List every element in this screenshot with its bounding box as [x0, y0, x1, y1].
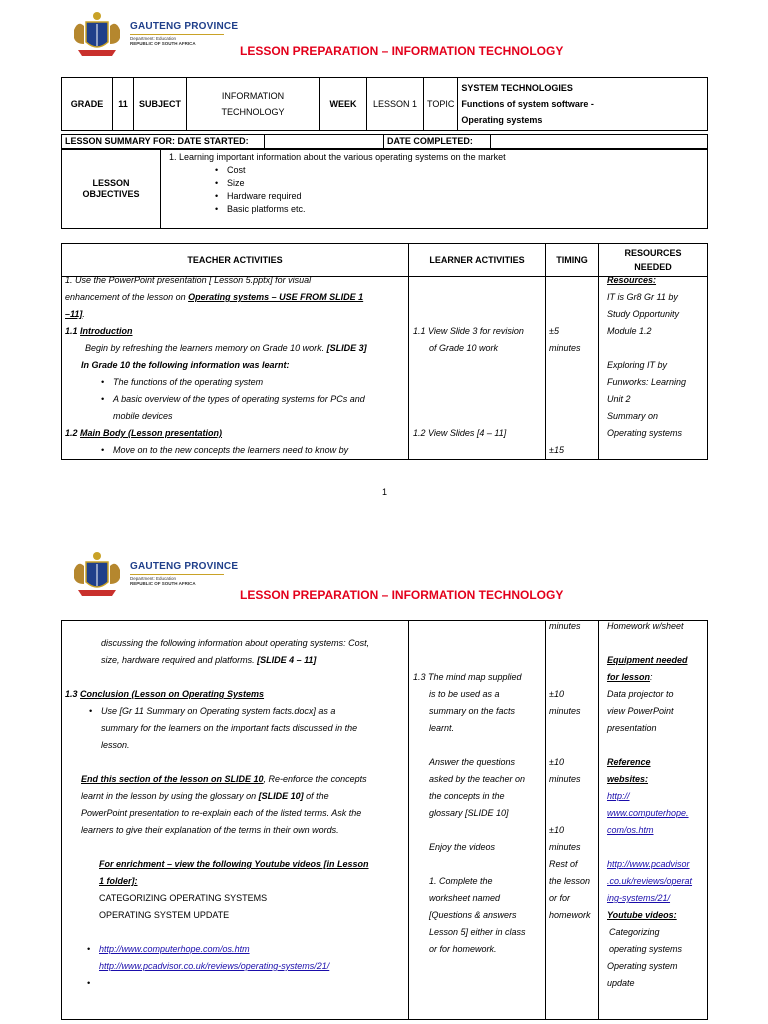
resources-header-line-1: RESOURCES — [624, 248, 682, 258]
resource-line: view PowerPoint — [607, 706, 674, 716]
timing-value: or for — [549, 893, 571, 903]
link-computerhope[interactable]: http:// — [607, 791, 630, 801]
learner-column-page-1 — [413, 323, 524, 442]
link-pcadvisor[interactable]: http://www.pcadvisor — [607, 859, 690, 869]
lesson-summary-table — [61, 134, 708, 149]
youtube-heading: Youtube videos: — [607, 910, 677, 920]
learner-line: Answer the questions — [429, 757, 516, 767]
timing-value: ±10 — [549, 689, 564, 699]
department-name: Department: Education — [130, 576, 177, 581]
timing-column-page-1 — [549, 323, 581, 459]
link-pcadvisor[interactable]: .co.uk/reviews/operat — [607, 876, 693, 886]
link-computerhope[interactable]: www.computerhope. — [607, 808, 689, 818]
resource-line: Unit 2 — [607, 394, 631, 404]
teacher-line: learners to give their explanation of the terms in their own words. — [81, 825, 339, 835]
teacher-bullet: • The functions of the operating system — [99, 374, 367, 391]
learner-column-page-2 — [413, 669, 526, 958]
teacher-line: mobile devices — [113, 411, 173, 421]
learner-activities-header: LEARNER ACTIVITIES — [409, 244, 546, 277]
equipment-heading: for lesson: — [607, 672, 653, 682]
date-started-value — [265, 135, 384, 149]
teacher-bullet: • Move on to the new concepts the learners need to know by — [99, 442, 367, 459]
timing-value: the lesson — [549, 876, 591, 886]
learner-line: 1.1 View Slide 3 for revision — [413, 326, 524, 336]
resource-line: Funworks: Learning — [607, 377, 687, 387]
learner-line: worksheet named — [429, 893, 501, 903]
main-body-heading: 1.2 Main Body (Lesson presentation) — [65, 428, 223, 438]
teacher-line: –11]. — [65, 309, 85, 319]
teacher-line: PowerPoint presentation to re-explain each of the listed terms. Ask the — [81, 808, 362, 818]
page-number: 1 — [382, 487, 388, 497]
resource-line: Operating systems — [607, 428, 683, 438]
teacher-line: size, hardware required and platforms. [SLIDE 4 – 11] — [101, 655, 317, 665]
conclusion-heading: 1.3 Conclusion (Lesson on Operating Systems — [65, 689, 265, 699]
learner-line: [Questions & answers — [429, 910, 517, 920]
objective-bullet: • Basic platforms etc. — [213, 203, 703, 216]
timing-value: minutes — [549, 842, 581, 852]
objective-bullet: • Hardware required — [213, 190, 703, 203]
page-title: LESSON PREPARATION – INFORMATION TECHNOLOGY — [240, 588, 564, 602]
resources-column-page-2 — [607, 618, 692, 992]
topic-value — [458, 78, 708, 131]
date-completed-label: DATE COMPLETED: — [384, 135, 491, 149]
objective-bullet: • Cost — [213, 164, 703, 177]
resource-line: operating systems — [609, 944, 683, 954]
resource-line: presentation — [607, 723, 657, 733]
teacher-bullet: • A basic overview of the types of operating systems for PCs and — [99, 391, 367, 408]
timing-value: Rest of — [549, 859, 578, 869]
resource-line: Module 1.2 — [607, 326, 652, 336]
link-pcadvisor[interactable]: http://www.pcadvisor.co.uk/reviews/operating-systems/21/ — [99, 961, 330, 971]
timing-value: ±10 — [549, 757, 564, 767]
learner-line: Lesson 5] either in class — [429, 927, 526, 937]
resources-heading: Resources: — [607, 275, 657, 285]
subject-line-2: TECHNOLOGY — [221, 107, 285, 117]
learner-line: summary on the facts — [429, 706, 516, 716]
topic-line-2: Functions of system software - — [461, 99, 594, 109]
reference-heading: websites: — [607, 774, 649, 784]
learner-line: glossary [SLIDE 10] — [429, 808, 509, 818]
topic-line-1: SYSTEM TECHNOLOGIES — [461, 83, 573, 93]
gauteng-logo — [68, 8, 238, 60]
week-label: WEEK — [320, 78, 367, 131]
reference-heading: Reference — [607, 757, 651, 767]
teacher-column-page-2 — [65, 635, 369, 975]
video-title: CATEGORIZING OPERATING SYSTEMS — [99, 893, 268, 903]
timing-column-page-2 — [549, 618, 591, 924]
enrichment-heading: For enrichment – view the following Youtube videos [in Lesson — [99, 859, 369, 869]
province-name: GAUTENG PROVINCE — [130, 21, 239, 32]
teacher-line: Begin by refreshing the learners memory on Grade 10 work. [SLIDE 3] — [85, 343, 367, 353]
objectives-content — [161, 150, 708, 229]
resources-column-page-1 — [607, 272, 686, 442]
resource-line: Study Opportunity — [607, 309, 680, 319]
teacher-line: discussing the following information about operating systems: Cost, — [101, 638, 370, 648]
topic-line-3: Operating systems — [461, 115, 543, 125]
link-computerhope[interactable]: • http://www.computerhope.com/os.htm — [85, 941, 369, 958]
timing-value: homework — [549, 910, 591, 920]
learner-line: Enjoy the videos — [429, 842, 496, 852]
resource-line: Homework w/sheet — [607, 621, 684, 631]
coat-of-arms-icon — [68, 8, 126, 60]
timing-value: ±15 — [549, 445, 564, 455]
lesson-info-table — [61, 77, 708, 131]
timing-value: minutes — [549, 343, 581, 353]
introduction-heading: 1.1 Introduction — [65, 326, 133, 336]
learner-line: 1.3 The mind map supplied — [413, 672, 522, 682]
date-completed-value — [491, 135, 708, 149]
teacher-bullet: • Use [Gr 11 Summary on Operating system facts.docx] as a — [87, 703, 369, 720]
grade-label: GRADE — [62, 78, 113, 131]
resource-line: IT is Gr8 Gr 11 by — [607, 292, 678, 302]
learner-line: 1. Complete the — [429, 876, 493, 886]
timing-value: ±5 — [549, 326, 559, 336]
resource-line: Operating system — [607, 961, 678, 971]
learner-line: or for homework. — [429, 944, 497, 954]
subject-value — [187, 78, 320, 131]
resource-line: Exploring IT by — [607, 360, 668, 370]
teacher-line: lesson. — [101, 740, 130, 750]
coat-of-arms-icon — [68, 548, 126, 600]
enrichment-heading: 1 folder]: — [99, 876, 138, 886]
equipment-heading: Equipment needed — [607, 655, 688, 665]
grade-value: 11 — [113, 78, 134, 131]
resource-line: update — [607, 978, 635, 988]
subject-line-1: INFORMATION — [221, 91, 285, 101]
timing-value: minutes — [549, 774, 581, 784]
page-title: LESSON PREPARATION – INFORMATION TECHNOLOGY — [240, 44, 564, 58]
republic-name: REPUBLIC OF SOUTH AFRICA — [130, 580, 196, 586]
teacher-column-page-1 — [65, 272, 367, 459]
learner-line: 1.2 View Slides [4 – 11] — [413, 428, 507, 438]
teacher-line: In Grade 10 the following information was learnt: — [81, 360, 290, 370]
resource-line: Categorizing — [609, 927, 660, 937]
topic-label: TOPIC — [424, 78, 458, 131]
teacher-line: End this section of the lesson on SLIDE 10, Re-enforce the concepts — [81, 774, 367, 784]
teacher-line: summary for the learners on the important facts discussed in the — [101, 723, 358, 733]
learner-line: learnt. — [429, 723, 455, 733]
objective-bullet: • Size — [213, 177, 703, 190]
province-name: GAUTENG PROVINCE — [130, 561, 239, 572]
learner-line: is to be used as a — [429, 689, 500, 699]
teacher-activities-header: TEACHER ACTIVITIES — [62, 244, 409, 277]
summary-for-label: LESSON SUMMARY FOR: DATE STARTED: — [62, 135, 265, 149]
lesson-objectives-table — [61, 149, 708, 229]
timing-value: ±10 — [549, 825, 564, 835]
resource-line: Summary on — [607, 411, 659, 421]
teacher-line: 1. Use the PowerPoint presentation [ Lesson 5.pptx] for visual — [65, 275, 312, 285]
teacher-line: enhancement of the lesson on Operating systems – USE FROM SLIDE 1 — [65, 292, 364, 302]
resource-line: Data projector to — [607, 689, 674, 699]
teacher-line: learnt in the lesson by using the glossary on [SLIDE 10] of the — [81, 791, 329, 801]
objectives-label-line-1: LESSON — [92, 178, 130, 188]
gauteng-logo — [68, 548, 238, 600]
subject-label: SUBJECT — [134, 78, 187, 131]
link-computerhope[interactable]: com/os.htm — [607, 825, 654, 835]
timing-header: TIMING — [546, 244, 599, 277]
timing-value: minutes — [549, 706, 581, 716]
link-pcadvisor[interactable]: ing-systems/21/ — [607, 893, 671, 903]
learner-line: asked by the teacher on — [429, 774, 526, 784]
video-title: OPERATING SYSTEM UPDATE — [99, 910, 230, 920]
department-name: Department: Education — [130, 36, 177, 41]
timing-value: minutes — [549, 621, 581, 631]
objectives-label — [62, 150, 161, 229]
resources-header-line-2: NEEDED — [634, 262, 672, 272]
objectives-label-line-2: OBJECTIVES — [82, 189, 140, 199]
learner-line: the concepts in the — [429, 791, 505, 801]
objective-item: 1. Learning important information about the various operating systems on the market — [169, 152, 506, 162]
lesson-value: LESSON 1 — [367, 78, 424, 131]
republic-name: REPUBLIC OF SOUTH AFRICA — [130, 40, 196, 46]
learner-line: of Grade 10 work — [429, 343, 499, 353]
